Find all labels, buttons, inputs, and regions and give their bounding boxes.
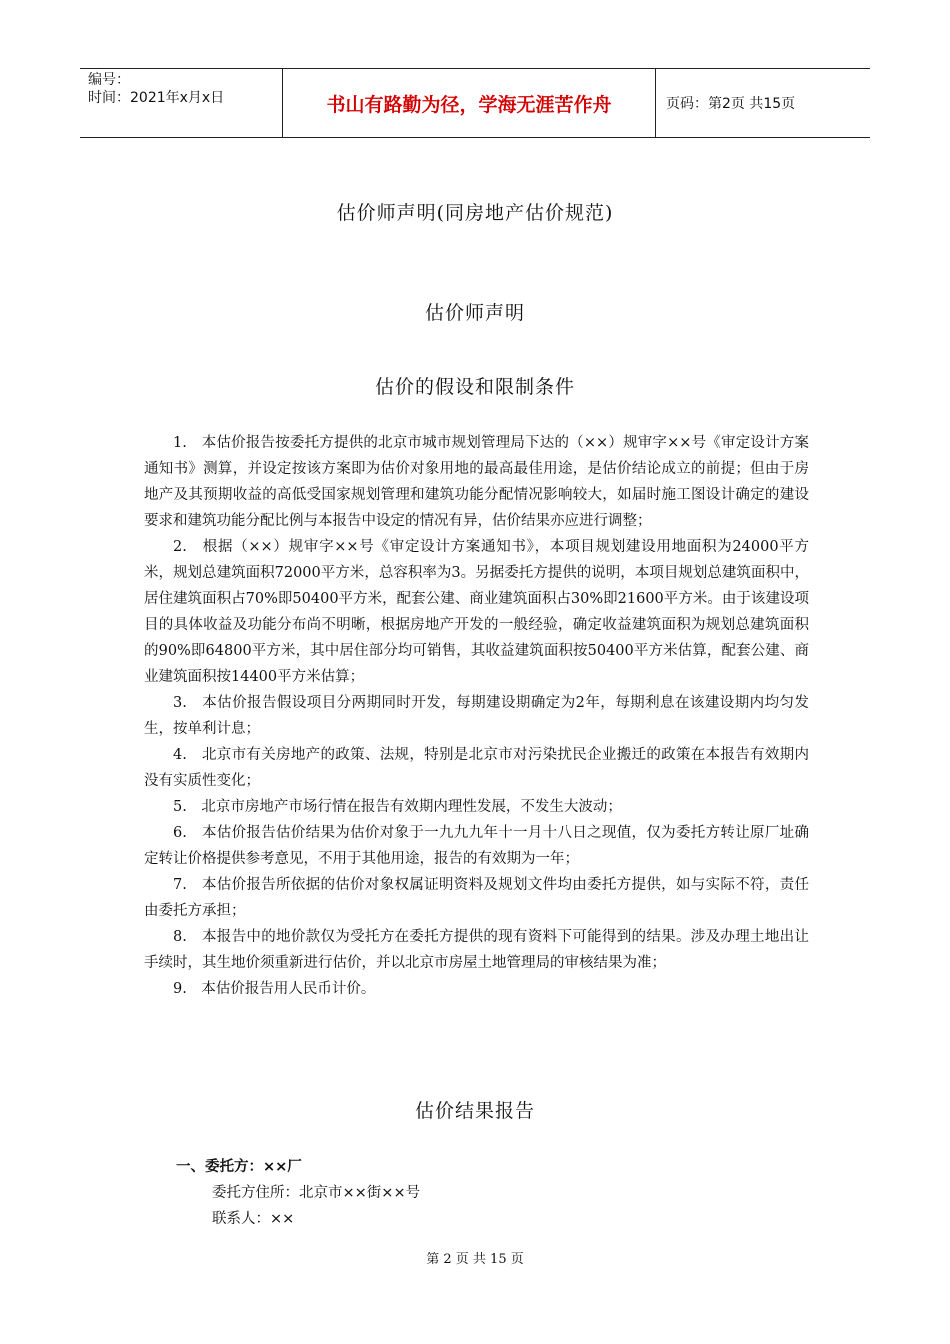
page-header	[80, 68, 870, 138]
assumption-item: 3. 本估价报告假设项目分两期同时开发，每期建设期确定为2年，每期利息在该建设期内均匀发生，按单利计息；	[144, 695, 809, 737]
client-address: 委托方住所：北京市××街××号	[212, 1185, 421, 1201]
client-contact: 联系人：××	[212, 1211, 295, 1227]
assumption-item: 4. 北京市有关房地产的政策、法规，特别是北京市对污染扰民企业搬迁的政策在本报告有效期内没有实质性变化；	[144, 747, 809, 789]
assumption-item: 1. 本估价报告按委托方提供的北京市城市规划管理局下达的（××）规审字××号《审定设计方案通知书》测算，并设定按该方案即为估价对象用地的最高最佳用途，是估价结论成立的前提；但由于房地产及其预期收益的高低受国家规划管理和建筑功能分配情况影响较大，如届时施工图设计确定的建设要求和建筑功能分配比例与本报告中设定的情况有异，估价结果亦应进行调整；	[144, 435, 809, 529]
assumption-item: 6. 本估价报告估价结果为估价对象于一九九九年十一月十八日之现值，仅为委托方转让原厂址确定转让价格提供参考意见，不用于其他用途，报告的有效期为一年；	[144, 825, 809, 867]
assumption-item: 2. 根据（××）规审字××号《审定设计方案通知书》，本项目规划建设用地面积为24000平方米，规划总建筑面积72000平方米，总容积率为3。另据委托方提供的说明，本项目规划总建筑面积中，居住建筑面积占70%即50400平方米，配套公建、商业建筑面积占30%即21600平方米。由于该建设项目的具体收益及功能分布尚不明晰，根据房地产开发的一般经验，确定收益建筑面积为规划总建筑面积的90%即64800平方米，其中居住部分均可销售，其收益建筑面积按50400平方米估算，配套公建、商业建筑面积按14400平方米估算；	[144, 539, 809, 685]
header-page-info: 页码：第2页 共15页	[666, 96, 796, 112]
assumption-item: 8. 本报告中的地价款仅为受托方在委托方提供的现有资料下可能得到的结果。涉及办理土地出让手续时，其生地价须重新进行估价，并以北京市房屋土地管理局的审核结果为准；	[144, 929, 809, 971]
document-title: 估价师声明(同房地产估价规范)	[336, 202, 614, 224]
page-footer: 第 2 页 共 15 页	[426, 1252, 524, 1267]
assumption-item: 9. 本估价报告用人民币计价。	[173, 981, 376, 997]
client-section	[176, 1154, 420, 1232]
header-motto: 书山有路勤为径，学海无涯苦作舟	[282, 69, 656, 137]
header-meta	[80, 69, 282, 137]
number-label: 编号：	[88, 72, 130, 88]
assumptions-list	[144, 430, 809, 1002]
assumption-item: 5. 北京市房地产市场行情在报告有效期内理性发展，不发生大波动；	[173, 799, 622, 815]
statement-heading: 估价师声明	[424, 302, 525, 324]
result-report-heading: 估价结果报告	[414, 1100, 535, 1122]
client-heading: 一、委托方：××厂	[176, 1159, 302, 1175]
time-label: 时间：2021年x月x日	[88, 90, 225, 106]
assumptions-heading: 估价的假设和限制条件	[374, 376, 575, 398]
assumption-item: 7. 本估价报告所依据的估价对象权属证明资料及规划文件均由委托方提供，如与实际不符，责任由委托方承担；	[144, 877, 809, 919]
